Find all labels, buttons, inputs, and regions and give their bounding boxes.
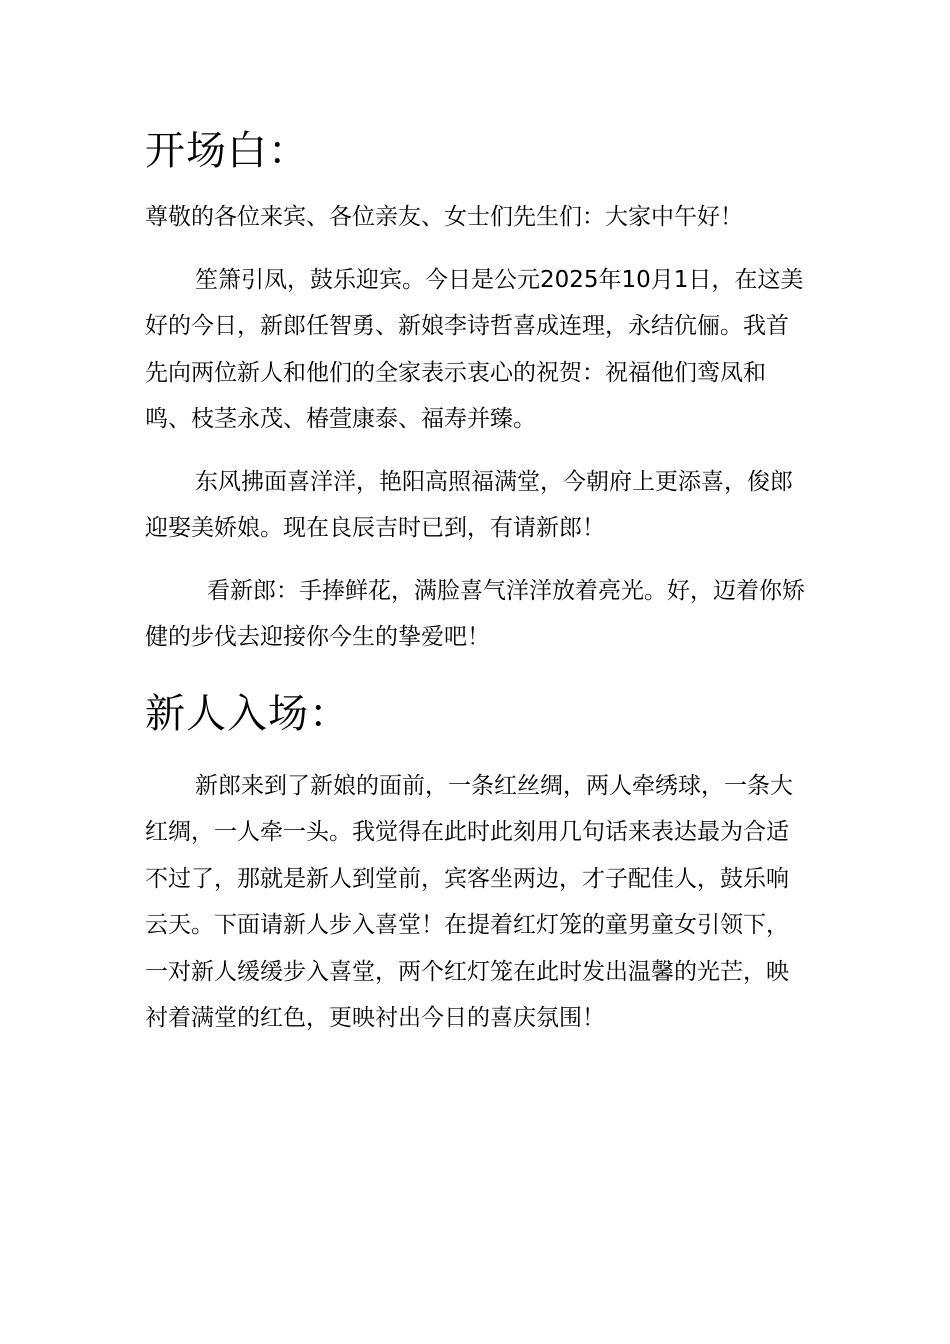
salutation-paragraph: 尊敬的各位来宾、各位亲友、女士们先生们：大家中午好！	[145, 204, 743, 230]
paragraph-invite-groom: 东风拂面喜洋洋，艳阳高照福满堂，今朝府上更添喜，俊郎迎娶美娇娘。现在良辰吉时已到，有请新郎！	[145, 468, 793, 541]
paragraph-groom-entrance: 看新郎：手捧鲜花，满脸喜气洋洋放着亮光。好，迈着你矫健的步伐去迎接你今生的挚爱吧！	[145, 577, 805, 650]
paragraph-date-blessing: 笙箫引凤，鼓乐迎宾。今日是公元2025年10月1日，在这美好的今日，新郎任智勇、新娘李诗哲喜成连理，永结伉俪。我首先向两位新人和他们的全家表示衷心的祝贺：祝福他们鸾凤和鸣、枝茎永茂、椿萱康泰、福寿并臻。	[145, 266, 804, 432]
paragraph-couple-entrance: 新郎来到了新娘的面前，一条红丝绸，两人牵绣球，一条大红绸，一人牵一头。我觉得在此时此刻用几句话来表达最为合适不过了，那就是新人到堂前，宾客坐两边，才子配佳人，鼓乐响云天。下面请新人步入喜堂！在提着红灯笼的童男童女引领下，一对新人缓缓步入喜堂，两个红灯笼在此时发出温馨的光芒，映衬着满堂的红色，更映衬出今日的喜庆氛围！	[145, 772, 793, 1031]
section-heading-couple-entrance: 新人入场：	[145, 690, 350, 737]
section-heading-opening: 开场白：	[145, 128, 309, 174]
document-body	[145, 120, 810, 1042]
